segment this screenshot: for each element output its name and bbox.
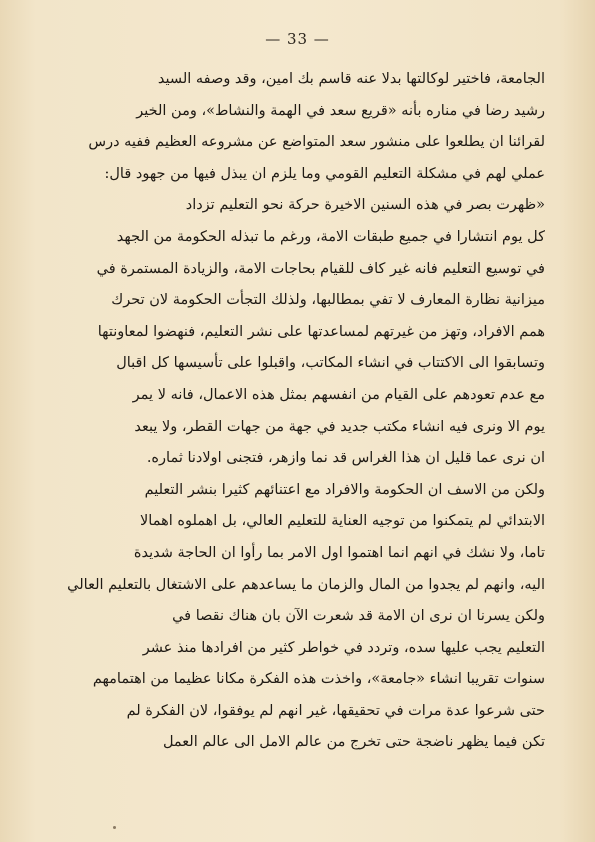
text-line: تاما، ولا نشك في انهم انما اهتموا اول الامر بما رأوا ان الحاجة شديدة [133, 544, 545, 561]
text-line: مع عدم تعودهم على القيام من انفسهم بمثل هذه الاعمال، فانه لا يمر [132, 386, 545, 403]
text-line: «ظهرت بصر في هذه السنين الاخيرة حركة نحو التعليم تزداد [185, 197, 545, 214]
text-line: ولكن من الاسف ان الحكومة والافراد مع اعتنائهم كثيرا بنشر التعليم [144, 481, 545, 498]
text-line: ولكن يسرنا ان نرى ان الامة قد شعرت الآن بان هناك نقصا في [172, 608, 545, 625]
text-line: كل يوم انتشارا في جميع طبقات الامة، ورغم ما تبذله الحكومة من الجهد [116, 228, 545, 245]
text-line: في توسيع التعليم فانه غير كاف للقيام بحاجات الامة، والزيادة المستمرة في [96, 260, 545, 277]
text-line: التعليم يجب عليها سده، وتردد في خواطر كثير من افرادها منذ عشر [142, 639, 545, 656]
text-line: حتى شرعوا عدة مرات في تحقيقها، غير انهم لم يوفقوا، لان الفكرة لم [126, 702, 545, 719]
text-line: الجامعة، فاختير لوكالتها بدلا عنه قاسم بك امين، وقد وصفه السيد [157, 71, 545, 87]
text-line: الابتدائي لم يتمكنوا من توجيه العناية للتعليم العالي، بل اهملوه اهمالا [140, 513, 545, 530]
text-line: ان نرى عما قليل ان هذا الغراس قد نما وازهر، فتجنى اولادنا ثماره. [146, 450, 545, 467]
text-line: سنوات تقريبا انشاء «جامعة»، واخذت هذه الفكرة مكانا عظيما من اهتمامهم [92, 671, 545, 688]
text-line: ميزانية نظارة المعارف لا تفي بمطالبها، ولذلك التجأت الحكومة لان تحرك [111, 292, 545, 309]
text-line: وتسابقوا الى الاكتتاب في انشاء المكاتب، واقبلوا على تأسيسها كل اقبال [116, 355, 545, 372]
text-line: عملي لهم في مشكلة التعليم القومي وما يلزم ان يبذل فيها من جهود قال: [104, 165, 545, 182]
text-line: يوم الا ونرى فيه انشاء مكتب جديد في جهة من جهات القطر، ولا يبعد [134, 418, 545, 435]
text-line: تكن فيما يظهر ناضجة حتى تخرج من عالم الامل الى عالم العمل [162, 734, 545, 751]
text-line: اليه، وانهم لم يجدوا من المال والزمان ما يساعدهم على الاشتغال بالتعليم العالي [67, 576, 545, 593]
body-text [60, 64, 545, 759]
text-line: همم الافراد، وتهز من غيرتهم لمساعدتها على نشر التعليم، فنهضوا لمعاونتها [97, 323, 545, 340]
text-line: رشيد رضا في مناره بأنه «قريع سعد في الهمة والنشاط»، ومن الخير [136, 102, 545, 119]
text-line: لقرائنا ان يطلعوا على منشور سعد المتواضع عن مشروعه العظيم ففيه درس [88, 134, 545, 151]
ink-speck [113, 826, 116, 829]
page-number: — 33 — [265, 30, 330, 48]
